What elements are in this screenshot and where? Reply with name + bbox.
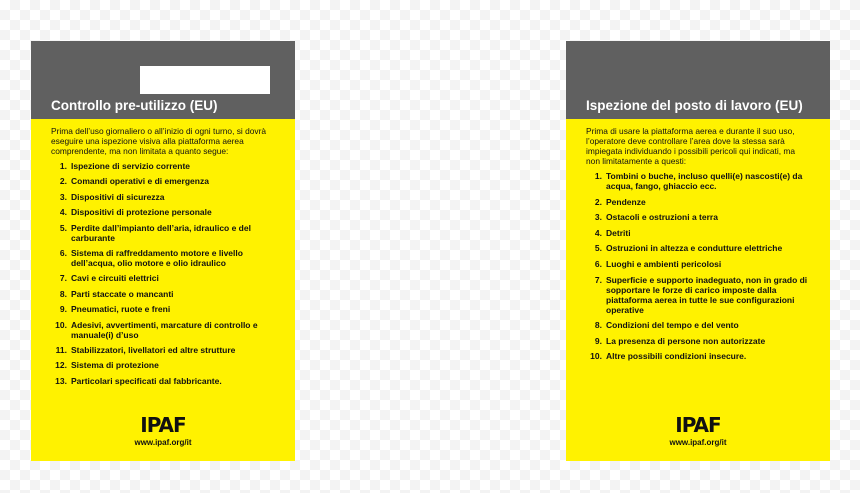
list-item: 3. Ostacoli e ostruzioni a terra [594,212,718,223]
ipaf-logo [31,415,295,447]
list-item: 3. Dispositivi di sicurezza [59,191,165,202]
card-header [566,41,830,119]
ipaf-logo [566,415,830,447]
list-item: 13. Particolari specificati dal fabbricante. [55,375,222,386]
list-item: 7. Cavi e circuiti elettrici [59,273,159,284]
workplace-inspection-card [566,41,830,461]
list-item: 12. Sistema di protezione [55,360,159,371]
card-title: Controllo pre-utilizzo (EU) [51,98,218,113]
blank-label-box [140,66,270,94]
list-item: 4. Dispositivi di protezione personale [59,207,212,218]
list-item: 8. Parti staccate o mancanti [59,288,174,299]
list-item: 9. La presenza di persone non autorizzate [594,335,766,346]
list-item: 11. Stabilizzatori, livellatori ed altre strutture [55,344,236,355]
list-item: 8. Condizioni del tempo e del vento [594,320,739,331]
list-item: 2. Comandi operativi e di emergenza [59,176,209,187]
list-item: 2. Pendenze [594,196,646,207]
list-item: 5. Perdite dall’impianto dell’aria, idraulico e del carburante [59,222,251,243]
ipaf-logo-mark: IPAF [140,413,186,437]
list-item: 10. Altre possibili condizioni insecure. [590,351,747,362]
card-title: Ispezione del posto di lavoro (EU) [586,98,803,113]
list-item: 6. Luoghi e ambienti pericolosi [594,258,722,269]
list-item: 7. Superficie e supporto inadeguato, non in grado di sopportare le forze di carico imposte dalla piattaforma aerea in tutte le sue configurazioni operative [594,274,808,315]
list-item: 1. Ispezione di servizio corrente [59,161,191,171]
checklist [51,161,281,386]
list-item: 10. Adesivi, avvertimenti, marcature di controllo e manuale(i) d’uso [55,319,258,340]
card-intro: Prima dell’uso giornaliero o all’inizio di ogni turno, si dovrà eseguire una ispezione visiva alla piattaforma aerea comprendente, ma non limitata a quanto segue: [51,126,267,156]
pre-use-check-card [31,41,295,461]
list-item: 4. Detriti [594,227,631,238]
list-item: 9. Pneumatici, ruote e freni [59,304,171,315]
ipaf-url: www.ipaf.org/it [134,438,192,447]
card-header [31,41,295,119]
card-intro: Prima di usare la piattaforma aerea e durante il suo uso, l’operatore deve controllare l’area dove la stessa sarà impiegata individuando i possibili pericoli qui indicati, ma non limitatamente a questi: [586,126,796,166]
list-item: 5. Ostruzioni in altezza e condutture elettriche [594,243,783,254]
ipaf-logo-mark: IPAF [675,413,721,437]
list-item: 6. Sistema di raffreddamento motore e livello dell’acqua, olio motore e olio idraulico [59,247,243,268]
list-item: 1. Tombini o buche, incluso quelli(e) nascosti(e) da acqua, fango, ghiaccio ecc. [594,171,803,191]
ipaf-url: www.ipaf.org/it [669,438,727,447]
checklist [586,171,816,361]
